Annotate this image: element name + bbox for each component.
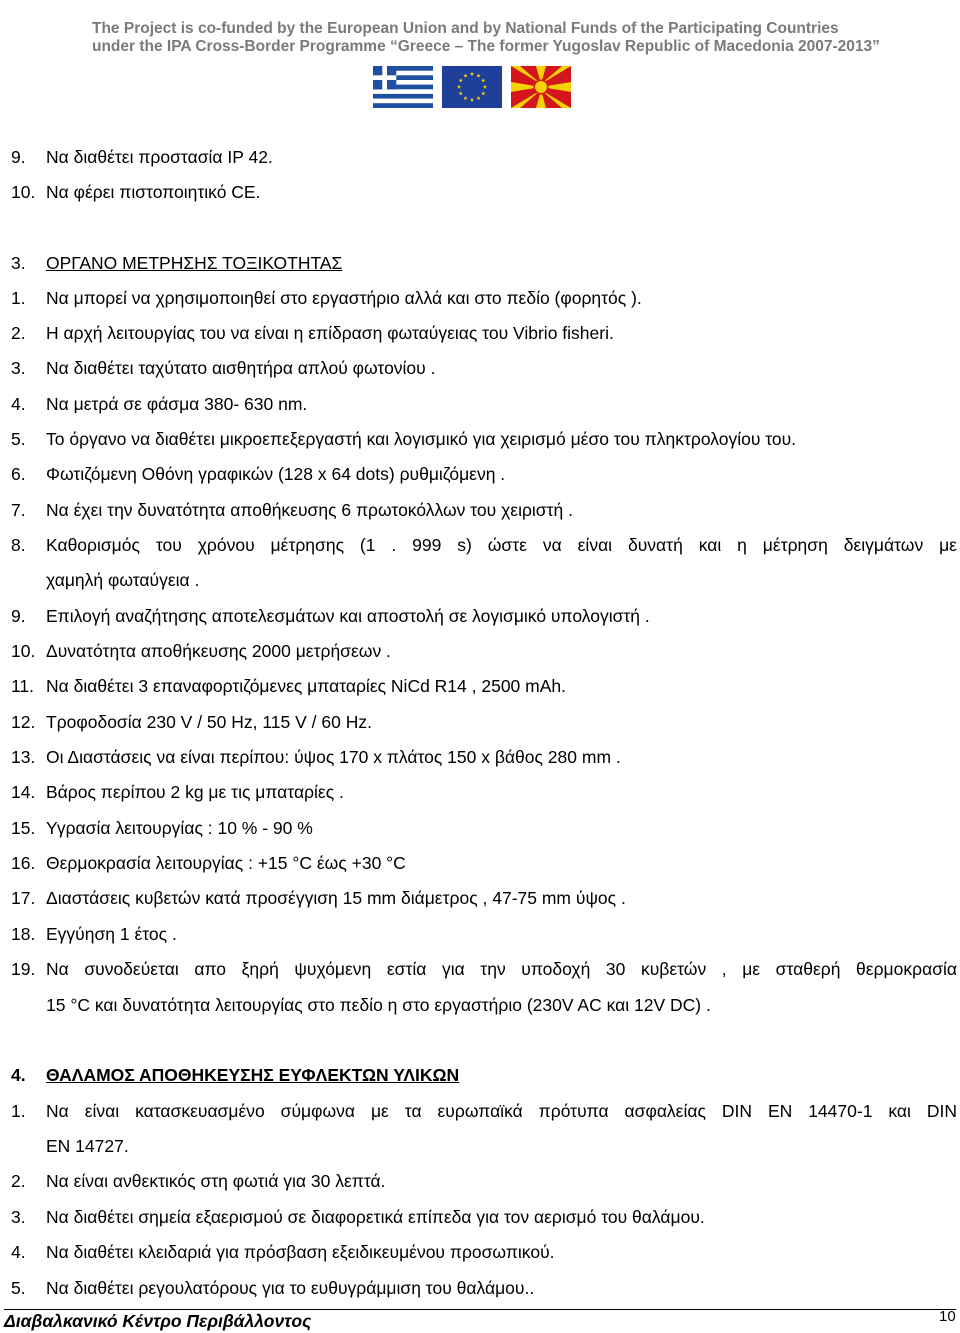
item-number: 9. bbox=[11, 606, 26, 626]
item-number: 4. bbox=[11, 1242, 26, 1262]
item-text: Καθορισμός του χρόνου μέτρησης (1 . 999 s) ώστε να είναι δυνατή και η μέτρηση δειγμάτων με bbox=[46, 535, 957, 555]
item-text: Τροφοδοσία 230 V / 50 Hz, 115 V / 60 Hz. bbox=[46, 712, 372, 732]
item-number: 3. bbox=[11, 358, 26, 378]
item-number: 13. bbox=[11, 747, 36, 767]
banner-line-2: under the IPA Cross-Border Programme “Greece – The former Yugoslav Republic of Macedonia 2007-2013” bbox=[92, 38, 880, 55]
item-number: 5. bbox=[11, 429, 26, 449]
section-number: 3. bbox=[11, 253, 26, 273]
item-number: 4. bbox=[11, 394, 26, 414]
item-text: Θερμοκρασία λειτουργίας : +15 °C έως +30 °C bbox=[46, 853, 406, 873]
section-title: ΟΡΓΑΝΟ ΜΕΤΡΗΣΗΣ ΤΟΞΙΚΟΤΗΤΑΣ bbox=[46, 253, 343, 273]
item-text: Να διαθέτει σημεία εξαερισμού σε διαφορετικά επίπεδα για τον αερισμό του θαλάμου. bbox=[46, 1207, 705, 1227]
greece-flag-icon bbox=[373, 66, 433, 108]
footer-divider bbox=[4, 1309, 956, 1310]
item-text: Να είναι ανθεκτικός στη φωτιά για 30 λεπτά. bbox=[46, 1171, 386, 1191]
item-text-continued: 15 °C και δυνατότητα λειτουργίας στο πεδίο η στο εργαστήριο (230V AC και 12V DC) . bbox=[46, 995, 711, 1015]
item-text: Δυνατότητα αποθήκευσης 2000 μετρήσεων . bbox=[46, 641, 391, 661]
banner-line-1: The Project is co-funded by the European Union and by National Funds of the Participating Countries bbox=[92, 20, 839, 37]
item-number: 7. bbox=[11, 500, 26, 520]
item-number: 14. bbox=[11, 782, 36, 802]
item-text: Υγρασία λειτουργίας : 10 % - 90 % bbox=[46, 818, 313, 838]
item-text: Να μετρά σε φάσμα 380- 630 nm. bbox=[46, 394, 308, 414]
item-text: Επιλογή αναζήτησης αποτελεσμάτων και αποστολή σε λογισμικό υπολογιστή . bbox=[46, 606, 650, 626]
item-text: Φωτιζόμενη Οθόνη γραφικών (128 x 64 dots) ρυθμιζόμενη . bbox=[46, 464, 506, 484]
item-text: Να διαθέτει κλειδαριά για πρόσβαση εξειδικευμένου προσωπικού. bbox=[46, 1242, 555, 1262]
item-number: 10. bbox=[11, 641, 36, 661]
item-number: 12. bbox=[11, 712, 36, 732]
item-number: 5. bbox=[11, 1278, 26, 1298]
item-number: 1. bbox=[11, 1101, 26, 1121]
flags-group bbox=[373, 66, 571, 108]
item-number: 18. bbox=[11, 924, 36, 944]
funding-banner bbox=[0, 0, 960, 118]
item-text: Να διαθέτει ρεγουλατόρους για το ευθυγράμμιση του θαλάμου.. bbox=[46, 1278, 535, 1298]
item-text: Διαστάσεις κυβετών κατά προσέγγιση 15 mm διάμετρος , 47-75 mm ύψος . bbox=[46, 888, 626, 908]
footer-organization: Διαβαλκανικό Κέντρο Περιβάλλοντος bbox=[4, 1311, 312, 1331]
item-number: 16. bbox=[11, 853, 36, 873]
item-text-continued: EN 14727. bbox=[46, 1136, 129, 1156]
page-number: 10 bbox=[939, 1308, 956, 1325]
item-number: 1. bbox=[11, 288, 26, 308]
item-number: 2. bbox=[11, 323, 26, 343]
macedonia-flag-icon bbox=[511, 66, 571, 108]
item-number: 15. bbox=[11, 818, 36, 838]
item-number: 17. bbox=[11, 888, 36, 908]
item-text: Να είναι κατασκευασμένο σύμφωνα με τα ευρωπαϊκά πρότυπα ασφαλείας DIN EN 14470-1 και DIN bbox=[46, 1101, 957, 1121]
item-number: 19. bbox=[11, 959, 36, 979]
item-number: 10. bbox=[11, 182, 36, 202]
item-text: Να διαθέτει προστασία IP 42. bbox=[46, 147, 273, 167]
item-text-continued: χαμηλή φωταύγεια . bbox=[46, 570, 200, 590]
item-text: Εγγύηση 1 έτος . bbox=[46, 924, 177, 944]
item-number: 9. bbox=[11, 147, 26, 167]
item-number: 6. bbox=[11, 464, 26, 484]
section-number: 4. bbox=[11, 1065, 26, 1085]
item-text: Να έχει την δυνατότητα αποθήκευσης 6 πρωτοκόλλων του χειριστή . bbox=[46, 500, 573, 520]
item-text: Να διαθέτει 3 επαναφορτιζόμενες μπαταρίες NiCd R14 , 2500 mAh. bbox=[46, 676, 567, 696]
item-number: 11. bbox=[11, 676, 35, 696]
item-text: Να φέρει πιστοποιητικό CE. bbox=[46, 182, 261, 202]
eu-flag-icon bbox=[442, 66, 502, 108]
section-title: ΘΑΛΑΜΟΣ ΑΠΟΘΗΚΕΥΣΗΣ ΕΥΦΛΕΚΤΩΝ ΥΛΙΚΩΝ bbox=[46, 1065, 460, 1085]
item-text: Να διαθέτει ταχύτατο αισθητήρα απλού φωτονίου . bbox=[46, 358, 436, 378]
item-number: 2. bbox=[11, 1171, 26, 1191]
item-text: Οι Διαστάσεις να είναι περίπου: ύψος 170 x πλάτος 150 x βάθος 280 mm . bbox=[46, 747, 621, 767]
item-text: Να μπορεί να χρησιμοποιηθεί στο εργαστήριο αλλά και στο πεδίο (φορητός ). bbox=[46, 288, 642, 308]
item-number: 8. bbox=[11, 535, 26, 555]
item-text: Να συνοδεύεται απο ξηρή ψυχόμενη εστία για την υποδοχή 30 κυβετών , με σταθερή θερμοκρασία bbox=[46, 959, 957, 979]
item-text: Βάρος περίπου 2 kg με τις μπαταρίες . bbox=[46, 782, 344, 802]
item-text: Το όργανο να διαθέτει μικροεπεξεργαστή και λογισμικό για χειρισμό μέσο του πληκτρολογίου του. bbox=[46, 429, 797, 449]
item-text: Η αρχή λειτουργίας του να είναι η επίδραση φωταύγειας του Vibrio fisheri. bbox=[46, 323, 614, 343]
item-number: 3. bbox=[11, 1207, 26, 1227]
